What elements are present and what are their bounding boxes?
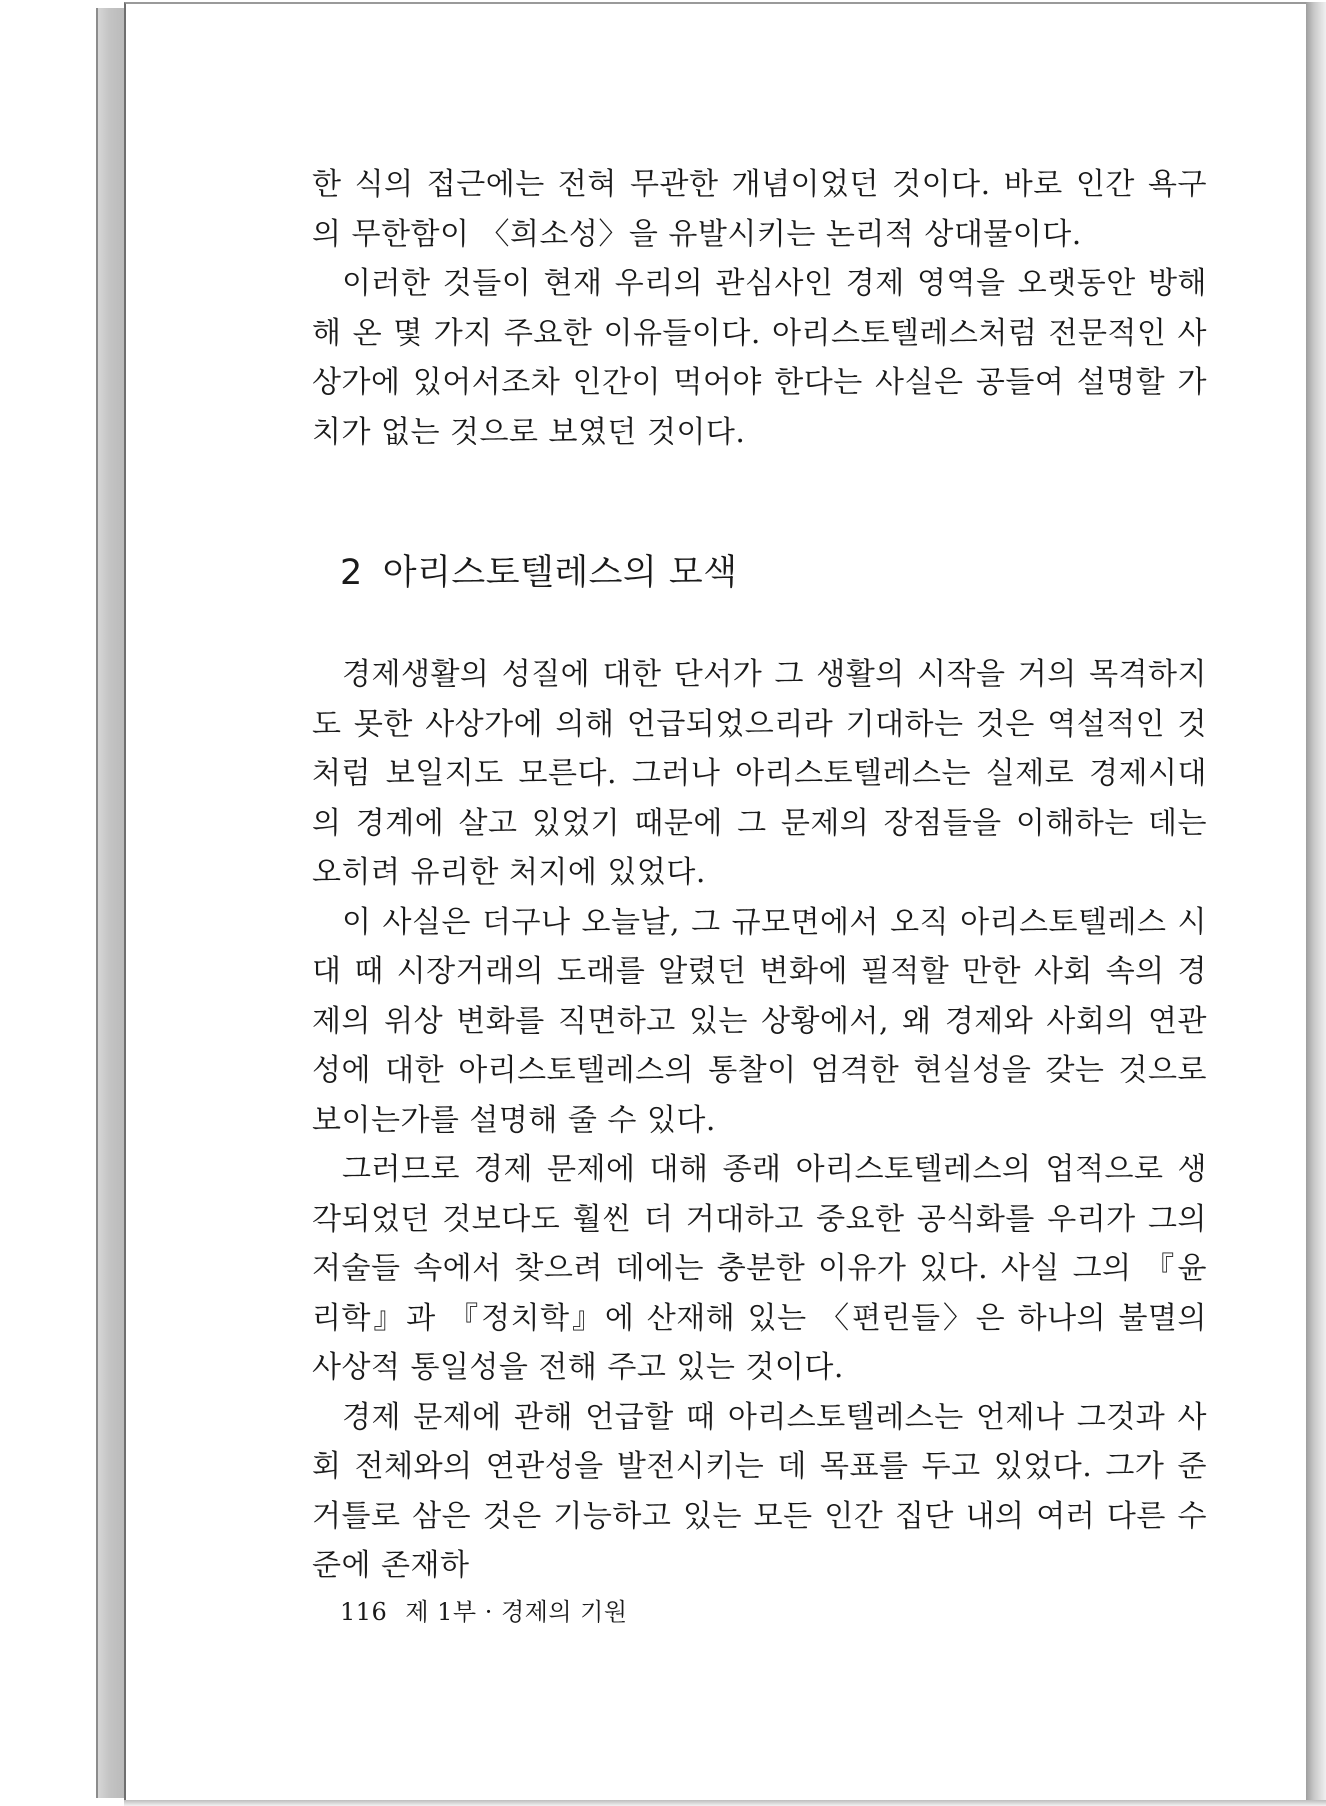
main-text-block [312,650,1207,1591]
paragraph: 경제생활의 성질에 대한 단서가 그 생활의 시작을 거의 목격하지도 못한 사상가에 의해 언급되었으리라 기대하는 것은 역설적인 것처럼 보일지도 모른다. 그러나 아리스토텔레스는 실제로 경제시대의 경계에 살고 있었기 때문에 그 문제의 장점들을 이해하는 데는 오히려 유리한 처지에 있었다. [312,657,1207,890]
paragraph: 경제 문제에 관해 언급할 때 아리스토텔레스는 언제나 그것과 사회 전체와의 연관성을 발전시키는 데 목표를 두고 있었다. 그가 준거틀로 삼은 것은 기능하고 있는 모든 인간 집단 내의 여러 다른 수준에 존재하 [312,1399,1207,1583]
paragraph: 한 식의 접근에는 전혀 무관한 개념이었던 것이다. 바로 인간 욕구의 무한함이 〈희소성〉을 유발시키는 논리적 상대물이다. [312,167,1207,252]
page-number: 116 [340,1598,388,1626]
paragraph: 이러한 것들이 현재 우리의 관심사인 경제 영역을 오랫동안 방해해 온 몇 가지 주요한 이유들이다. 아리스토텔레스처럼 전문적인 사상가에 있어서조차 인간이 먹어야 한다는 사실은 공들여 설명할 가치가 없는 것으로 보였던 것이다. [312,266,1207,450]
page-shadow-bottom [124,1800,1326,1806]
section-title: 아리스토텔레스의 모색 [382,553,738,593]
paragraph: 이 사실은 더구나 오늘날, 그 규모면에서 오직 아리스토텔레스 시대 때 시장거래의 도래를 알렸던 변화에 필적할 만한 사회 속의 경제의 위상 변화를 직면하고 있는 상황에서, 왜 경제와 사회의 연관성에 대한 아리스토텔레스의 통찰이 엄격한 현실성을 갖는 것으로 보이는가를 설명해 줄 수 있다. [312,904,1207,1138]
book-spine [96,8,126,1798]
section-heading [340,545,738,595]
paragraph: 그러므로 경제 문제에 대해 종래 아리스토텔레스의 업적으로 생각되었던 것보다도 훨씬 더 거대하고 중요한 공식화를 우리가 그의 저술들 속에서 찾으려 데에는 충분한 이유가 있다. 사실 그의 『윤리학』과 『정치학』에 산재해 있는 〈편린들〉은 하나의 불멸의 사상적 통일성을 전해 주고 있는 것이다. [312,1152,1207,1385]
page-footer [340,1592,628,1627]
top-text-block [312,160,1207,457]
running-title: 제 1부 · 경제의 기원 [405,1598,628,1626]
section-number: 2 [340,553,363,593]
page-shadow-right [1306,2,1326,1806]
